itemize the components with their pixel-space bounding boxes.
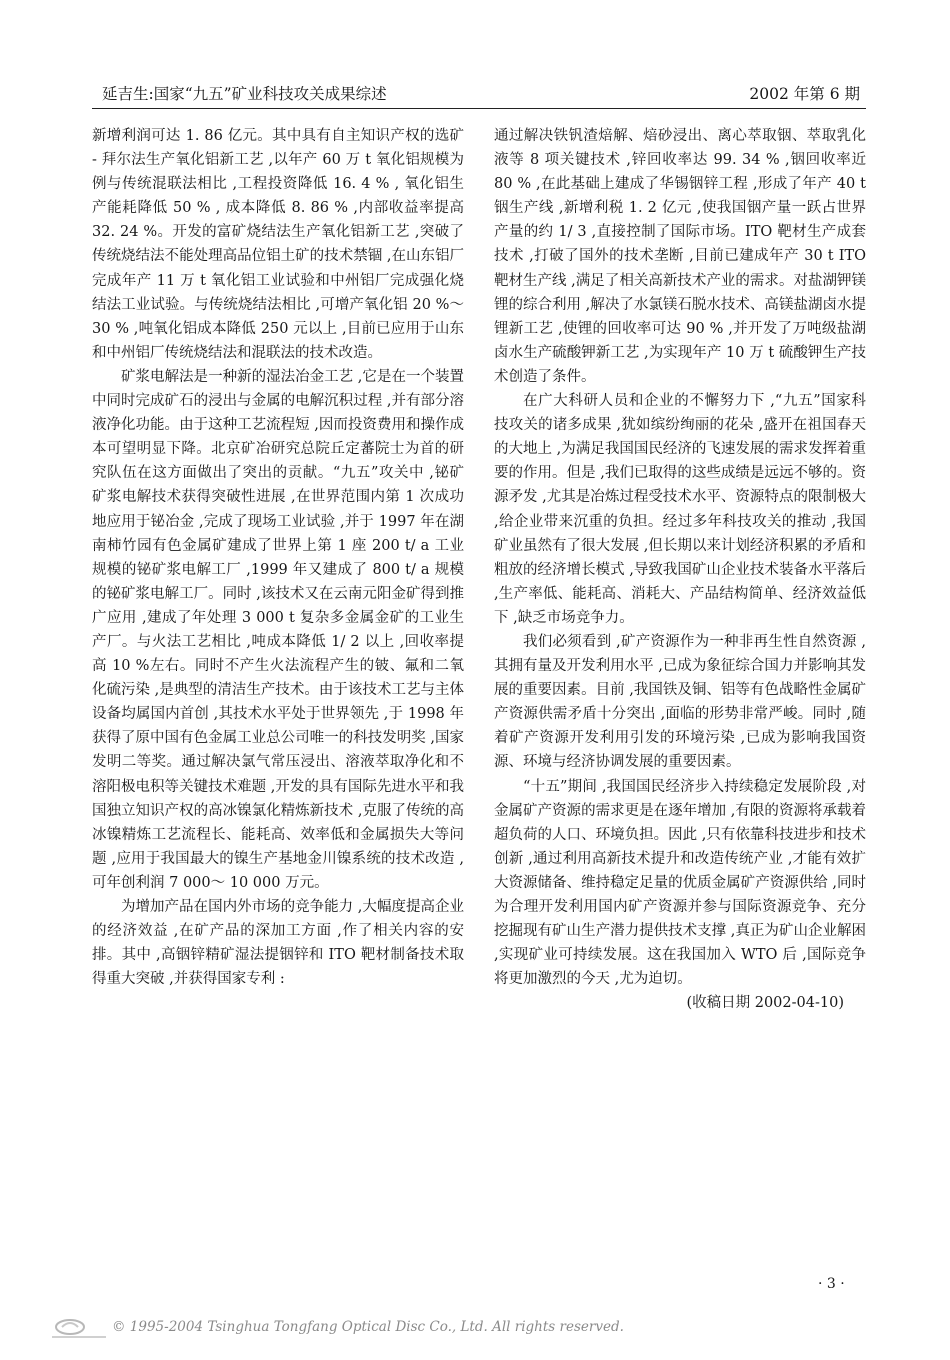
paragraph: 在广大科研人员和企业的不懈努力下 ,“九五”国家科技攻关的诸多成果 ,犹如缤纷绚丽的花朵 ,盛开在祖国春天的大地上 ,为满足我国国民经济的飞速发展的需求发挥着重要的作用。但是 ,我们已取得的这些成绩是远远不够的。资源矛发 ,尤其是冶炼过程受技术水平、资源特点的限制极大 ,给企业带来沉重的负担。经过多年科技攻关的推动 ,我国矿业虽然有了很大发展 ,但长期以来计划经济积累的矛盾和粗放的经济增长模式 ,导致我国矿山企业技术装备水平落后 ,生产率低、能耗高、消耗大、产品结构简单、经济效益低下 ,缺乏市场竞争力。 bbox=[494, 393, 866, 626]
paragraph: 新增利润可达 1. 86 亿元。其中具有自主知识产权的选矿 - 拜尔法生产氧化铝新工艺 ,以年产 60 万 t 氧化铝规模为例与传统混联法相比 ,工程投资降低 16. 4 % , 氧化铝生产能耗降低 50 % , 成本降低 8. 86 % ,内部收益率提高 32. 24 %。开发的富矿烧结法生产氧化铝新工艺 ,突破了传统烧结法不能处理高品位铝土矿的技术禁锢 ,在山东铝厂完成年产 11 万 t 氧化铝工业试验和中州铝厂完成强化烧结法工业试验。与传统烧结法相比 ,可增产氧化铝 20 %～ 30 % ,吨氧化铝成本降低 250 元以上 ,目前已应用于山东和中州铝厂传统烧结法和混联法的技术改造。 bbox=[92, 128, 464, 361]
copyright-notice: © 1995-2004 Tsinghua Tongfang Optical Disc Co., Ltd. All rights reserved. bbox=[112, 1319, 624, 1335]
left-column bbox=[92, 124, 464, 991]
publisher-logo-icon bbox=[48, 1316, 110, 1342]
paragraph: 矿浆电解法是一种新的湿法冶金工艺 ,它是在一个装置中同时完成矿石的浸出与金属的电解沉积过程 ,并有部分溶液净化功能。由于这种工艺流程短 ,因而投资费用和操作成本可望明显下降。北京矿冶研究总院丘定蕃院士为首的研究队伍在这方面做出了突出的贡献。“九五”攻关中 ,铋矿矿浆电解技术获得突破性进展 ,在世界范围内第 1 次成功地应用于铋冶金 ,完成了现场工业试验 ,并于 1997 年在湖南柿竹园有色金属矿建成了世界上第 1 座 200 t/ a 工业规模的铋矿浆电解工厂 ,1999 年又建成了 800 t/ a 规模的铋矿浆电解工厂。同时 ,该技术又在云南元阳金矿得到推广应用 ,建成了年处理 3 000 t 复杂多金属金矿的工业生产厂。与火法工艺相比 ,吨成本降低 1/ 2 以上 ,回收率提高 10 %左右。同时不产生火法流程产生的铍、氟和二氧化硫污染 ,是典型的清洁生产技术。由于该技术工艺与主体设备均属国内首创 ,其技术水平处于世界领先 ,于 1998 年获得了原中国有色金属工业总公司唯一的科技发明奖 ,国家发明二等奖。通过解决氯气常压浸出、溶液萃取净化和不溶阳极电积等关键技术难题 ,开发的具有国际先进水平和我国独立知识产权的高冰镍氯化精炼新技术 ,克服了传统的高冰镍精炼工艺流程长、能耗高、效率低和金属损失大等问题 ,应用于我国最大的镍生产基地金川镍系统的技术改造 ,可年创利润 7 000～ 10 000 万元。 bbox=[92, 368, 464, 891]
paragraph: 通过解决铁钒渣焙解、焙砂浸出、离心萃取铟、萃取乳化液等 8 项关键技术 ,锌回收率达 99. 34 % ,铟回收率近 80 % ,在此基础上建成了华锡铟锌工程 ,形成了年产 40 t 铟生产线 ,新增利税 1. 2 亿元 ,使我国铟产量一跃占世界产量的约 1/ 3 ,直接控制了国际市场。ITO 靶材生产成套技术 ,打破了国外的技术垄断 ,目前已建成年产 30 t ITO 靶材生产线 ,满足了相关高新技术产业的需求。对盐湖钾镁锂的综合利用 ,解决了水氯镁石脱水技术、高镁盐湖卤水提锂新工艺 ,使锂的回收率可达 90 % ,并开发了万吨级盐湖卤水生产硫酸钾新工艺 ,为实现年产 10 万 t 硫酸钾生产技术创造了条件。 bbox=[494, 128, 866, 385]
running-header bbox=[92, 80, 866, 109]
right-column bbox=[494, 124, 866, 1015]
page-number: · 3 · bbox=[818, 1276, 845, 1292]
received-date: (收稿日期 2002-04-10) bbox=[686, 995, 844, 1012]
paragraph: “十五”期间 ,我国国民经济步入持续稳定发展阶段 ,对金属矿产资源的需求更是在逐年增加 ,有限的资源将承载着超负荷的人口、环境负担。因此 ,只有依靠科技进步和技术创新 ,通过利用高新技术提升和改造传统产业 ,才能有效扩大资源储备、维持稳定足量的优质金属矿产资源供给 ,同时为合理开发利用国内矿产资源并参与国际资源竞争、充分挖掘现有矿山生产潜力提供技术支撑 ,真正为矿山企业解困 ,实现矿业可持续发展。这在我国加入 WTO 后 ,国际竞争将更加激烈的今天 ,尤为迫切。 bbox=[494, 778, 866, 988]
issue-label: 2002 年第 6 期 bbox=[749, 85, 860, 103]
footer bbox=[28, 1310, 928, 1350]
paragraph: 为增加产品在国内外市场的竞争能力 ,大幅度提高企业的经济效益 ,在矿产品的深加工方面 ,作了相关内容的安排。其中 ,高铟锌精矿湿法提铟锌和 ITO 靶材制备技术取得重大突破 ,并获得国家专利 : bbox=[92, 899, 464, 988]
article-running-title: 延吉生:国家“九五”矿业科技攻关成果综述 bbox=[102, 85, 387, 103]
paragraph: 我们必须看到 ,矿产资源作为一种非再生性自然资源 ,其拥有量及开发利用水平 ,已成为象征综合国力并影响其发展的重要因素。目前 ,我国铁及铜、铝等有色战略性金属矿产资源供需矛盾十分突出 ,面临的形势非常严峻。同时 ,随着矿产资源开发利用引发的环境污染 ,已成为影响我国资源、环境与经济协调发展的重要因素。 bbox=[494, 633, 866, 771]
